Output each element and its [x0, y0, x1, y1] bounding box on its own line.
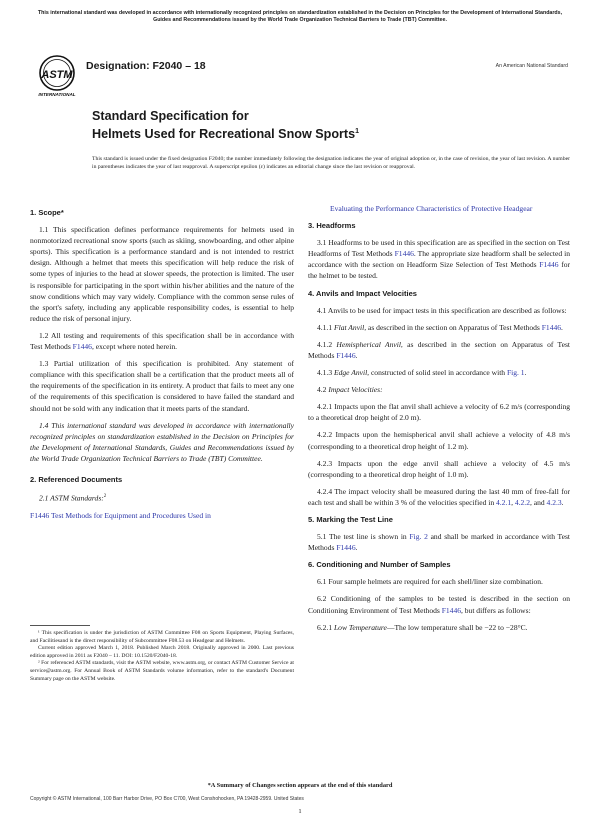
para-4-1-3: 4.1.3 Edge Anvil, constructed of solid steel in accordance with Fig. 1. — [317, 368, 527, 378]
para-6-2: 6.2 Conditioning of the samples to be tested is described in the section on Conditioning Environment of Test Methods F1446, but differs as follows: — [308, 594, 570, 615]
anvils-heading: 4. Anvils and Impact Velocities — [308, 288, 417, 298]
para-4-1: 4.1 Anvils to be used for impact tests in this specification are described as follows: — [317, 305, 567, 315]
para-4-1-2: 4.1.2 Hemispherical Anvil, as described in the section on Apparatus of Test Methods F1446. — [308, 339, 571, 360]
marking-heading: 5. Marking the Test Line — [308, 514, 393, 524]
footnote-1: ¹ This specification is under the jurisdiction of ASTM Committee F08 on Sports Equipment, Playing Surfaces, and Facilitiesand is the direct responsibility of Subcommittee F08.53 on Headgear and Helmets. — [30, 630, 294, 644]
astm-logo-icon — [36, 54, 78, 98]
tbt-notice: This international standard was developed in accordance with internationally recognized principles on standardization established in the Decision on Principles for the Development of International Standards, Guides and Recommendations issued by the World Trade Organization Technical Barriers to Trade (TBT) Committee. — [37, 10, 563, 24]
para-2-1: 2.1 ASTM Standards:$^2$ — [39, 493, 107, 503]
para-6-2-1: 6.2.1 Low Temperature—The low temperature shall be −22 to −28°C. — [317, 622, 528, 632]
para-4-2: 4.2 Impact Velocities: — [317, 385, 383, 395]
para-1-4: 1.4 This international standard was developed in accordance with internationally recognized principles on standardization established in the Decision on Principles for the Development of International Standards, Guides and Recommendations issued by the World Trade Organization Technical Barriers to Trade (TBT) Committee. — [30, 420, 294, 463]
para-4-1-1: 4.1.1 Flat Anvil, as described in the section on Apparatus of Test Methods F1446. — [317, 322, 563, 332]
designation: Designation: F2040 – 18 — [86, 60, 206, 72]
para-1-3: 1.3 Partial utilization of this specification is prohibited. Any statement of compliance with this specification shall be a certification that the product meets all of the requirements of the specification in its entirety. A product that fails to meet any one of the requirements of this specification is considered to have failed the standard and should not be sold with any indication that it meets parts of the standard. — [30, 359, 294, 413]
document-title — [92, 108, 359, 142]
title-line-2 — [92, 124, 359, 142]
american-national-standard: An American National Standard — [495, 63, 568, 69]
f1446-link[interactable]: F1446 — [72, 342, 92, 352]
para-4-2-4: 4.2.4 The impact velocity shall be measured during the last 40 mm of free-fall for each test and shall be within 3 % of the velocities specified in 4.2.1, 4.2.2, and 4.2.3. — [308, 486, 570, 507]
scope-heading: 1. Scope* — [30, 208, 64, 217]
referenced-documents-heading: 2. Referenced Documents — [30, 474, 123, 484]
para-4-2-3: 4.2.3 Impacts upon the edge anvil shall achieve a velocity of 4.5 m/s (corresponding to a theoretical drop height of 1.0 m). — [308, 458, 570, 479]
right-column — [308, 203, 570, 639]
svg-text:ASTM: ASTM — [41, 69, 73, 81]
footnote-2: ² For referenced ASTM standards, visit the ASTM website, www.astm.org, or contact ASTM Customer Service at service@astm.org. For Annual Book of ASTM Standards volume information, refer to the standard's Document Summary page on the ASTM website. — [30, 660, 294, 682]
para-3-1: 3.1 Headforms to be used in this specification are as specified in the section on Test Headforms of Test Methods F1446. The appropriate size headform shall be selected in accordance with the section on Headform Size Selection of Test Methods F1446 for the helmet to be tested. — [308, 238, 571, 281]
svg-text:INTERNATIONAL: INTERNATIONAL — [38, 92, 76, 97]
para-1-2: 1.2 All testing and requirements of this specification shall be in accordance with Test Methods F1446, except where noted herein. — [30, 330, 294, 352]
copyright: Copyright © ASTM International, 100 Barr Harbor Drive, PO Box C700, West Conshohocken, PA 19428-2959. United States — [30, 796, 304, 802]
para-5-1: 5.1 The test line is shown in Fig. 2 and shall be marked in accordance with Test Methods F1446. — [308, 532, 571, 553]
headforms-heading: 3. Headforms — [308, 221, 356, 231]
para-4-2-2: 4.2.2 Impacts upon the hemispherical anvil shall achieve a velocity of 4.8 m/s (corresponding to a theoretical drop height of 1.2 m). — [308, 430, 570, 451]
f1446-reference-continued[interactable]: Evaluating the Performance Characteristics of Protective Headgear — [330, 204, 533, 213]
para-4-2-1: 4.2.1 Impacts upon the flat anvil shall achieve a velocity of 6.2 m/s (corresponding to a theoretical drop height of 2.0 m). — [308, 402, 570, 423]
summary-of-changes-note: *A Summary of Changes section appears at the end of this standard — [207, 782, 393, 789]
para-1-1: 1.1 This specification defines performance requirements for helmets used in nonmotorized recreational snow sports (such as skiing, snowboarding, and other alpine sports). This specification is a performance standard and is not intended to restrict design. Although a helmet that meets this specification will help reduce the risk of some types of injuries to the head at slower speeds, the protection is limited. The user is responsible for participating in the sport within his/her abilities and the nature of the snow conditions which may vary widely. Compliance with the common sense rules of the sport's safety, including any applicable responsibility codes, is essential to help reduce the risk of personal injury. — [30, 225, 294, 323]
f1446-reference-link[interactable]: F1446 Test Methods for Equipment and Procedures Used in — [30, 510, 211, 520]
title-footnote-marker: 1 — [355, 128, 360, 135]
para-6-1: 6.1 Four sample helmets are required for each shell/liner size combination. — [317, 577, 543, 587]
left-column — [30, 203, 294, 527]
issued-note: This standard is issued under the fixed designation F2040; the number immediately following the designation indicates the year of original adoption or, in the case of revision, the year of last revision. A number in parentheses indicates the year of last reapproval. A superscript epsilon (ε) indicates an editorial change since the last revision or reapproval. — [92, 156, 570, 170]
title-line-2-text: Helmets Used for Recreational Snow Sports — [92, 127, 356, 142]
footnote-divider — [30, 625, 90, 626]
page-number: 1 — [298, 808, 302, 815]
footnote-1-edition: Current edition approved March 1, 2018. Published March 2018. Originally approved in 2000. Last previous edition approved in 2011 as F2040 – 11. DOI: 10.1520/F2040-18. — [30, 645, 294, 659]
conditioning-heading: 6. Conditioning and Number of Samples — [308, 560, 451, 570]
title-line-1: Standard Specification for — [92, 109, 249, 123]
footnotes — [30, 630, 294, 683]
